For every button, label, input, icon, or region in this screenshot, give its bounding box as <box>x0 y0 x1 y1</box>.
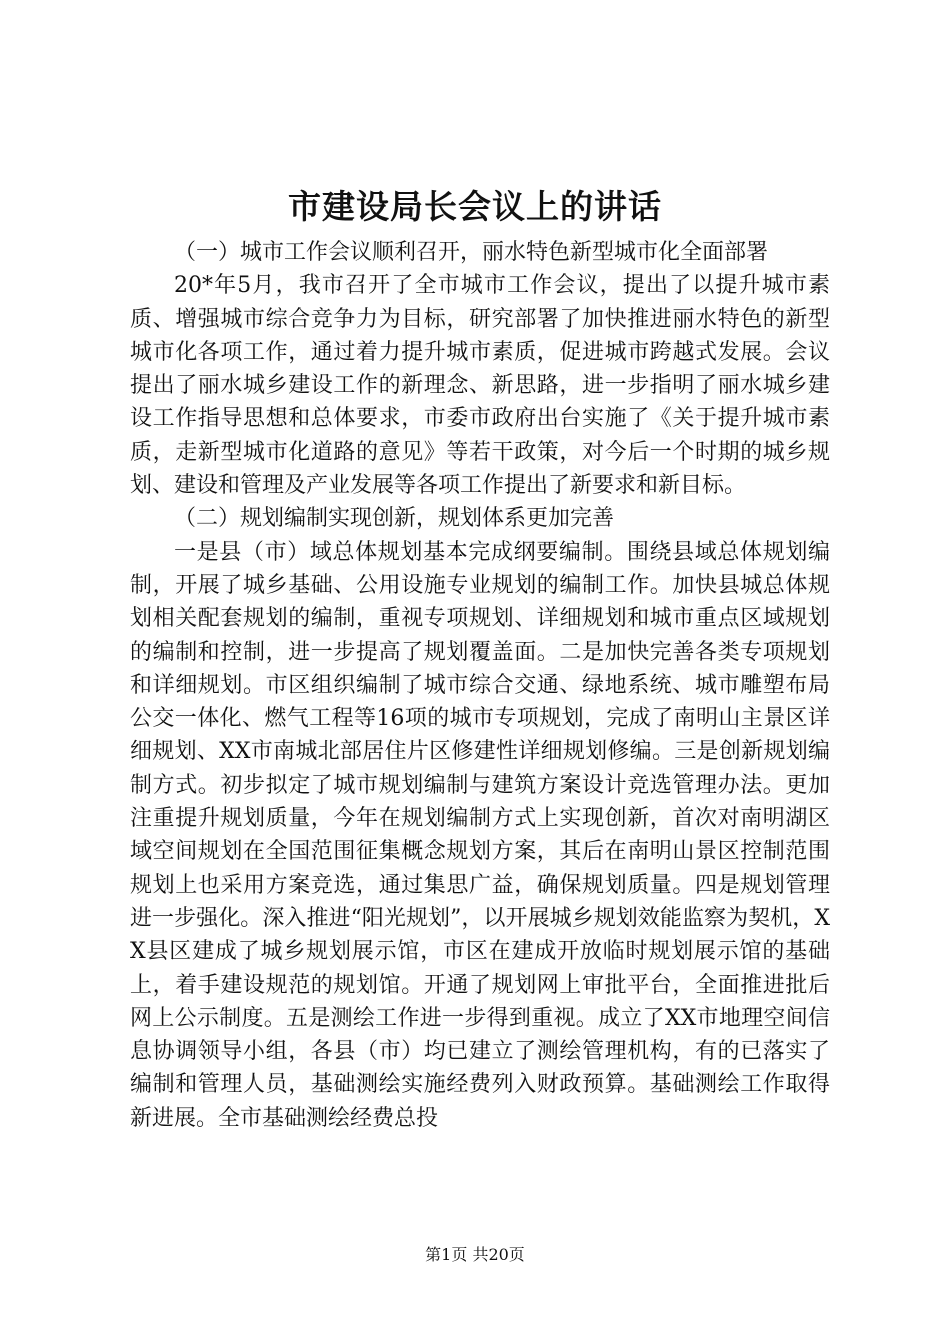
document-body <box>130 236 830 1135</box>
page-footer: 第1页 共20页 <box>425 1245 525 1264</box>
body-paragraph-2: 一是县（市）域总体规划基本完成纲要编制。围绕县域总体规划编制，开展了城乡基础、公用设施专业规划的编制工作。加快县城总体规划相关配套规划的编制，重视专项规划、详细规划和城市重点区域规划的编制和控制，进一步提高了规划覆盖面。二是加快完善各类专项规划和详细规划。市区组织编制了城市综合交通、绿地系统、城市雕塑布局公交一体化、燃气工程等16项的城市专项规划，完成了南明山主景区详细规划、XX市南城北部居住片区修建性详细规划修编。三是创新规划编制方式。初步拟定了城市规划编制与建筑方案设计竞选管理办法。更加注重提升规划质量，今年在规划编制方式上实现创新，首次对南明湖区域空间规划在全国范围征集概念规划方案，其后在南明山景区控制范围规划上也采用方案竞选，通过集思广益，确保规划质量。四是规划管理进一步强化。深入推进“阳光规划”，以开展城乡规划效能监察为契机，XX县区建成了城乡规划展示馆，市区在建成开放临时规划展示馆的基础上，着手建设规范的规划馆。开通了规划网上审批平台，全面推进批后网上公示制度。五是测绘工作进一步得到重视。成立了XX市地理空间信息协调领导小组，各县（市）均已建立了测绘管理机构，有的已落实了编制和管理人员，基础测绘实施经费列入财政预算。基础测绘工作取得新进展。全市基础测绘经费总投 <box>130 539 830 1131</box>
section-heading-1: （一）城市工作会议顺利召开，丽水特色新型城市化全面部署 <box>174 240 769 265</box>
body-paragraph-1: 20*年5月，我市召开了全市城市工作会议，提出了以提升城市素质、增强城市综合竞争力为目标，研究部署了加快推进丽水特色的新型城市化各项工作，通过着力提升城市素质，促进城市跨越式发展。会议提出了丽水城乡建设工作的新理念、新思路，进一步指明了丽水城乡建设工作指导思想和总体要求，市委市政府出台实施了《关于提升城市素质，走新型城市化道路的意见》等若干政策，对今后一个时期的城乡规划、建设和管理及产业发展等各项工作提出了新要求和新目标。 <box>130 273 830 499</box>
section-heading-2: （二）规划编制实现创新，规划体系更加完善 <box>174 506 615 532</box>
document-title: 市建设局长会议上的讲话 <box>288 187 662 226</box>
